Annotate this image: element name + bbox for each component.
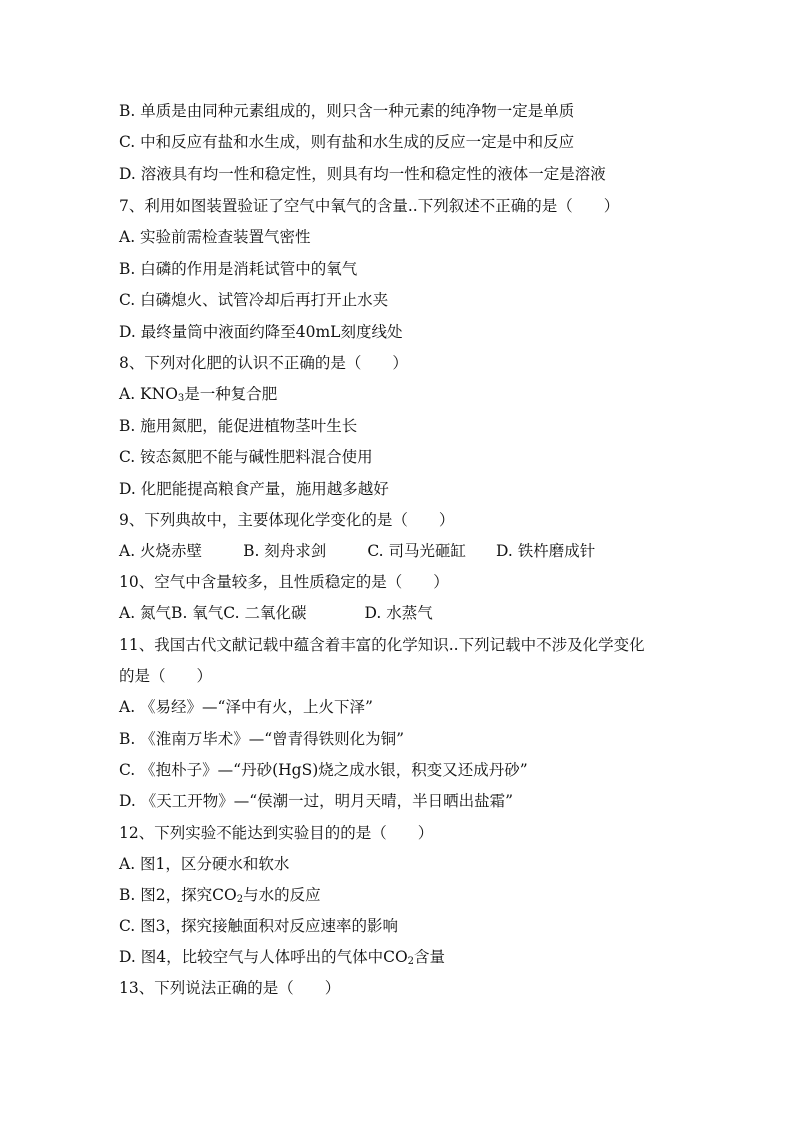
- q8-option-a: [119, 384, 277, 404]
- q12-option-b-subscript: 2: [236, 894, 244, 905]
- q11-option-c: C. 《抱朴子》—“丹砂(HgS)烧之成水银，积变又还成丹砂”: [119, 761, 528, 779]
- q12-option-b: [119, 885, 321, 905]
- option-b-line: B. 单质是由同种元素组成的，则只含一种元素的纯净物一定是单质: [119, 102, 575, 120]
- q8-option-a-text-1: A. KNO: [119, 385, 178, 403]
- question-7: 7、利用如图装置验证了空气中氧气的含量..下列叙述不正确的是（ ）: [119, 197, 620, 215]
- q7-option-d: D. 最终量筒中液面约降至40mL刻度线处: [119, 323, 403, 341]
- q12-option-a: A. 图1，区分硬水和软水: [119, 855, 290, 873]
- q9-option-a: A. 火烧赤壁: [119, 542, 203, 560]
- q11-option-b: B. 《淮南万毕术》—“曾青得铁则化为铜”: [119, 730, 405, 748]
- q12-option-d-text-2: 含量: [414, 948, 446, 966]
- question-9: 9、下列典故中，主要体现化学变化的是（ ）: [119, 511, 455, 529]
- q8-option-c: C. 铵态氮肥不能与碱性肥料混合使用: [119, 448, 373, 466]
- q12-option-b-text-1: B. 图2，探究CO: [119, 886, 237, 904]
- question-13: 13、下列说法正确的是（ ）: [119, 979, 341, 997]
- q11-option-a: A. 《易经》—“泽中有火，上火下泽”: [119, 698, 373, 716]
- q7-option-c: C. 白磷熄火、试管冷却后再打开止水夹: [119, 291, 389, 309]
- q9-options: [119, 541, 595, 561]
- question-10: 10、空气中含量较多，且性质稳定的是（ ）: [119, 573, 449, 591]
- question-8: 8、下列对化肥的认识不正确的是（ ）: [119, 354, 408, 372]
- q9-option-d: D. 铁杵磨成针: [495, 542, 596, 560]
- q7-option-b: B. 白磷的作用是消耗试管中的氧气: [119, 260, 358, 278]
- q10-options: [119, 603, 433, 623]
- q9-option-c: C. 司马光砸缸: [367, 542, 466, 560]
- q12-option-d-subscript: 2: [407, 956, 415, 967]
- q12-option-d: [119, 947, 445, 967]
- question-12: 12、下列实验不能达到实验目的的是（ ）: [119, 824, 434, 842]
- q8-option-a-subscript: 3: [177, 393, 185, 404]
- q10-option-d: D. 水蒸气: [364, 604, 433, 622]
- q11-option-d: D. 《天工开物》—“侯潮一过，明月天晴，半日晒出盐霜”: [119, 792, 514, 810]
- q12-option-b-text-2: 与水的反应: [243, 886, 321, 904]
- q8-option-b: B. 施用氮肥，能促进植物茎叶生长: [119, 417, 358, 435]
- question-11: 11、我国古代文献记载中蕴含着丰富的化学知识..下列记载中不涉及化学变化: [119, 636, 645, 654]
- q10-option-abc: A. 氮气B. 氧气C. 二氧化碳: [119, 604, 307, 622]
- option-d-line: D. 溶液具有均一性和稳定性，则具有均一性和稳定性的液体一定是溶液: [119, 165, 606, 183]
- option-c-line: C. 中和反应有盐和水生成，则有盐和水生成的反应一定是中和反应: [119, 133, 575, 151]
- q8-option-d: D. 化肥能提高粮食产量，施用越多越好: [119, 480, 389, 498]
- q12-option-d-text-1: D. 图4，比较空气与人体呼出的气体中CO: [119, 948, 408, 966]
- q7-option-a: A. 实验前需检查装置气密性: [119, 228, 311, 246]
- q9-option-b: B. 刻舟求剑: [243, 542, 327, 560]
- q12-option-c: C. 图3，探究接触面积对反应速率的影响: [119, 917, 399, 935]
- question-11-continued: 的是（ ）: [119, 667, 213, 685]
- q8-option-a-text-2: 是一种复合肥: [184, 385, 278, 403]
